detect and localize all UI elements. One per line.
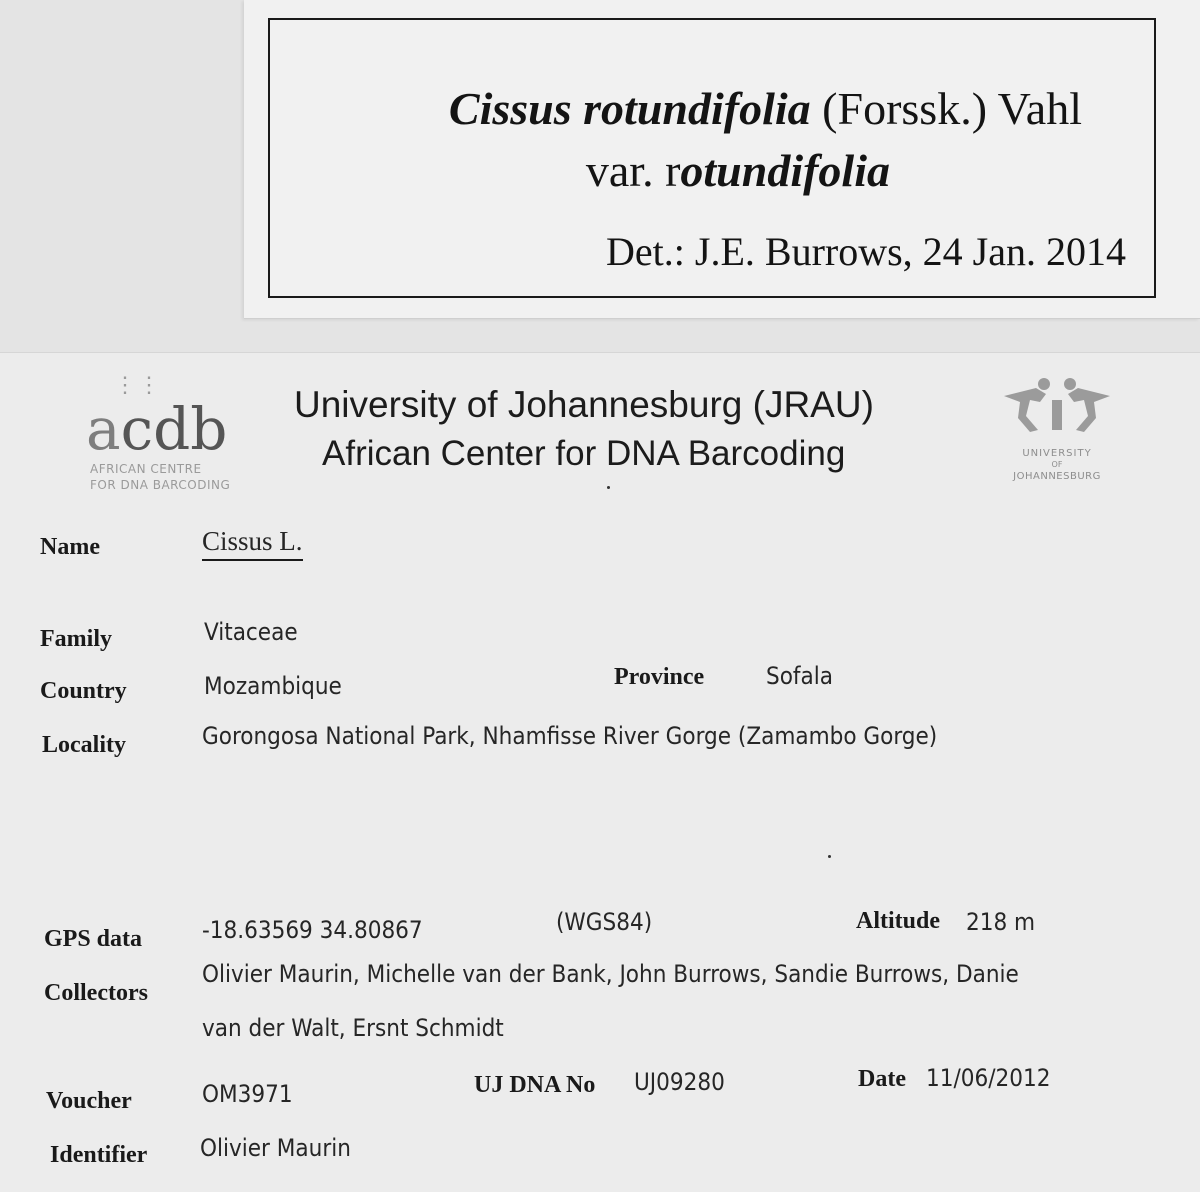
voucher-value: OM3971 bbox=[202, 1080, 293, 1108]
locality-label: Locality bbox=[42, 732, 126, 758]
speck bbox=[828, 855, 831, 858]
uj-crest-icon bbox=[1000, 372, 1114, 444]
altitude-label: Altitude bbox=[856, 908, 940, 934]
dna-value: UJ09280 bbox=[634, 1068, 725, 1096]
collectors-label: Collectors bbox=[44, 980, 148, 1006]
uj-logo-line2: OF bbox=[1051, 460, 1063, 469]
genus: Cissus bbox=[448, 83, 572, 134]
name-label: Name bbox=[40, 534, 100, 560]
identifier-label: Identifier bbox=[50, 1142, 148, 1168]
dna-label: UJ DNA No bbox=[474, 1072, 596, 1098]
family-label: Family bbox=[40, 626, 112, 652]
locality-value: Gorongosa National Park, Nhamfisse River Gorge (Zamambo Gorge) bbox=[202, 722, 938, 750]
date-value: 11/06/2012 bbox=[926, 1064, 1051, 1092]
center-title: African Center for DNA Barcoding bbox=[322, 434, 846, 473]
species: rotundifolia bbox=[583, 83, 811, 134]
rank-epithet: otundifolia bbox=[680, 145, 890, 196]
altitude-value: 218 m bbox=[966, 908, 1036, 936]
datum-value: (WGS84) bbox=[556, 908, 653, 936]
acdb-logo bbox=[80, 370, 260, 500]
acdb-logo-word: acdb bbox=[86, 395, 228, 463]
determination-taxon bbox=[449, 82, 1082, 135]
country-value: Mozambique bbox=[204, 672, 342, 700]
acdb-logo-sub1: AFRICAN CENTRE bbox=[90, 462, 202, 476]
province-value: Sofala bbox=[766, 662, 833, 690]
dna-drops-icon: ⋮⋮ bbox=[114, 372, 162, 397]
uj-logo-line3: JOHANNESBURG bbox=[1013, 471, 1101, 482]
collectors-line1: Olivier Maurin, Michelle van der Bank, John Burrows, Sandie Burrows, Danie bbox=[202, 960, 1019, 988]
gps-label: GPS data bbox=[44, 926, 143, 952]
gps-value: -18.63569 34.80867 bbox=[202, 916, 423, 944]
institution-title: University of Johannesburg (JRAU) bbox=[294, 384, 874, 425]
uj-logo bbox=[990, 370, 1130, 490]
family-value: Vitaceae bbox=[204, 618, 298, 646]
determination-box bbox=[268, 18, 1156, 298]
author: (Forssk.) Vahl bbox=[822, 83, 1082, 134]
rank-prefix: var. r bbox=[585, 145, 681, 196]
identifier-value: Olivier Maurin bbox=[200, 1134, 351, 1162]
determiner-line: Det.: J.E. Burrows, 24 Jan. 2014 bbox=[606, 229, 1126, 274]
voucher-label: Voucher bbox=[46, 1088, 132, 1114]
name-value: Cissus L. bbox=[202, 526, 303, 561]
speck bbox=[607, 486, 610, 489]
collectors-line2: van der Walt, Ersnt Schmidt bbox=[202, 1014, 504, 1042]
date-label: Date bbox=[858, 1066, 906, 1092]
province-label: Province bbox=[614, 664, 705, 690]
acdb-logo-sub2: FOR DNA BARCODING bbox=[90, 478, 231, 492]
country-label: Country bbox=[40, 678, 127, 704]
determination-variety bbox=[586, 144, 890, 197]
uj-logo-line1: UNIVERSITY bbox=[1022, 448, 1092, 459]
